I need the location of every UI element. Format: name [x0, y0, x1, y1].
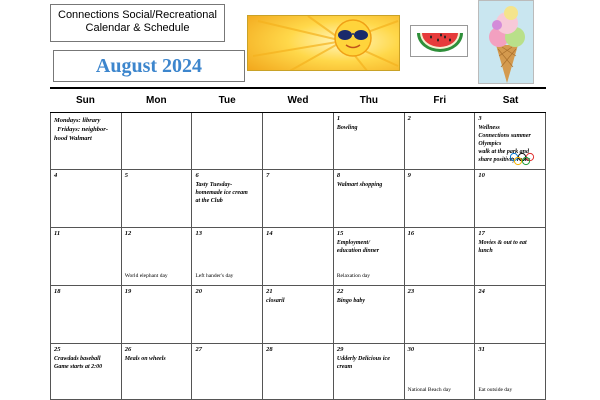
- day-event-text: cream: [336, 364, 353, 370]
- weekday-sat: Sat: [502, 95, 519, 106]
- calendar-day-cell: [50, 344, 121, 399]
- day-event-text: homemade ice cream: [195, 190, 248, 196]
- calendar-day-cell: [262, 228, 333, 285]
- calendar-weeks: [50, 113, 546, 400]
- day-number: 14: [266, 230, 273, 237]
- weekday-wed: Wed: [287, 95, 309, 106]
- day-number: 28: [266, 346, 273, 353]
- calendar-week-row: [50, 344, 546, 400]
- day-event-text: Movies & out to eat: [478, 240, 527, 246]
- calendar-day-cell: [191, 228, 262, 285]
- calendar-day-cell: [50, 113, 121, 169]
- day-event-text: at the Club: [195, 198, 223, 204]
- day-number: 2: [407, 115, 411, 122]
- day-event-text: education dinner: [336, 248, 380, 254]
- calendar-title-box: [50, 4, 225, 42]
- day-event-text: Bowling: [336, 125, 358, 131]
- calendar-day-cell: [474, 344, 546, 399]
- calendar-week-row: [50, 286, 546, 344]
- month-label: August 2024: [95, 54, 203, 77]
- weekday-header-row: [50, 89, 546, 113]
- day-number: 3: [478, 115, 482, 122]
- day-observance-text: World elephant day: [124, 273, 168, 279]
- calendar-week-row: [50, 113, 546, 170]
- weekday-fri: Fri: [433, 95, 447, 106]
- calendar-day-cell: [474, 113, 546, 169]
- calendar-title-line1: Connections Social/Recreational: [58, 9, 217, 21]
- calendar-day-cell: [121, 344, 192, 399]
- calendar-day-cell: [474, 170, 546, 227]
- calendar-week-row: [50, 228, 546, 286]
- day-event-text: Walmart shopping: [336, 182, 383, 188]
- calendar-day-cell: [404, 228, 475, 285]
- day-number: 29: [336, 346, 344, 353]
- day-number: 11: [54, 230, 61, 237]
- day-event-text: walk at the park and: [478, 149, 529, 155]
- calendar-day-cell: [333, 228, 404, 285]
- day-number: 16: [407, 230, 415, 237]
- day-event-text: Bingo baby: [336, 298, 366, 304]
- calendar-day-cell: [121, 170, 192, 227]
- day-number: 31: [478, 346, 485, 353]
- day-event-text: Mondays: library: [54, 117, 101, 124]
- day-event-text: Game starts at 2:00: [54, 364, 103, 370]
- weekday-mon: Mon: [146, 95, 167, 106]
- calendar-day-cell: [333, 286, 404, 343]
- weekday-tue: Tue: [218, 95, 236, 106]
- day-number: 19: [124, 288, 132, 295]
- calendar-day-cell: [474, 228, 546, 285]
- day-event-text: Crawdads baseball: [54, 356, 101, 362]
- day-number: 22: [336, 288, 344, 295]
- ice-cream-cone-photo: [478, 0, 534, 84]
- day-event-text: Meals on wheels: [124, 356, 166, 362]
- calendar-grid: [50, 87, 546, 400]
- calendar-day-cell: [50, 286, 121, 343]
- day-number: 5: [124, 172, 128, 179]
- day-event-text: Wellness: [478, 125, 500, 131]
- calendar-day-cell: [333, 344, 404, 399]
- calendar-day-cell: [404, 113, 475, 169]
- day-observance-text: Left hander's day: [195, 273, 234, 279]
- day-number: 7: [266, 172, 270, 179]
- weekday-sun: Sun: [75, 95, 95, 106]
- calendar-day-cell: [50, 170, 121, 227]
- day-event-text: lunch: [478, 248, 493, 254]
- day-number: 23: [407, 288, 415, 295]
- day-observance-text: Relaxation day: [336, 273, 371, 279]
- day-number: 25: [54, 346, 61, 353]
- day-event-text: closaril: [266, 298, 285, 304]
- day-number: 12: [124, 230, 132, 237]
- day-number: 10: [478, 172, 485, 179]
- calendar-day-cell: [121, 113, 192, 169]
- watermelon-slice-icon: [410, 25, 468, 57]
- calendar-day-cell: [333, 113, 404, 169]
- calendar-day-cell: [262, 286, 333, 343]
- month-title: [53, 50, 245, 82]
- sun-with-sunglasses-icon: [247, 15, 400, 71]
- day-event-text: hood Walmart: [54, 135, 92, 142]
- calendar-day-cell: [121, 286, 192, 343]
- calendar-day-cell: [191, 286, 262, 343]
- calendar-day-cell: [404, 170, 475, 227]
- day-number: 9: [407, 172, 411, 179]
- day-event-text: Tasty Tuesday-: [195, 182, 233, 188]
- day-event-text: Udderly Delicious ice: [336, 356, 390, 362]
- calendar-day-cell: [191, 344, 262, 399]
- day-event-text: Olympics: [478, 141, 502, 147]
- calendar-day-cell: [262, 170, 333, 227]
- day-event-text: Fridays: neighbor-: [54, 126, 108, 133]
- day-observance-text: National Beach day: [407, 387, 451, 393]
- calendar-day-cell: [404, 344, 475, 399]
- weekday-thu: Thu: [359, 95, 379, 106]
- day-number: 26: [124, 346, 132, 353]
- calendar-day-cell: [333, 170, 404, 227]
- day-number: 20: [195, 288, 202, 295]
- calendar-day-cell: [50, 228, 121, 285]
- day-number: 8: [336, 172, 341, 179]
- calendar-day-cell: [121, 228, 192, 285]
- day-number: 24: [478, 288, 485, 295]
- day-number: 4: [54, 172, 58, 179]
- calendar-title-line2: Calendar & Schedule: [85, 22, 190, 34]
- day-number: 1: [336, 115, 341, 122]
- calendar-day-cell: [191, 113, 262, 169]
- day-number: 30: [407, 346, 415, 353]
- calendar-day-cell: [404, 286, 475, 343]
- day-observance-text: Eat outside day: [478, 387, 513, 393]
- day-event-text: Employment/: [336, 240, 370, 246]
- calendar-day-cell: [191, 170, 262, 227]
- day-number: 6: [195, 172, 199, 179]
- day-number: 21: [266, 288, 273, 295]
- calendar-day-cell: [262, 113, 333, 169]
- day-event-text: share positivity rocks: [478, 157, 531, 163]
- olympic-rings-icon: [509, 152, 535, 166]
- day-number: 13: [195, 230, 202, 237]
- day-number: 17: [478, 230, 485, 237]
- day-number: 18: [54, 288, 61, 295]
- day-event-text: Connections summer: [478, 133, 531, 139]
- day-number: 27: [195, 346, 202, 353]
- calendar-day-cell: [262, 344, 333, 399]
- calendar-week-row: [50, 170, 546, 228]
- day-number: 15: [336, 230, 344, 237]
- calendar-day-cell: [474, 286, 546, 343]
